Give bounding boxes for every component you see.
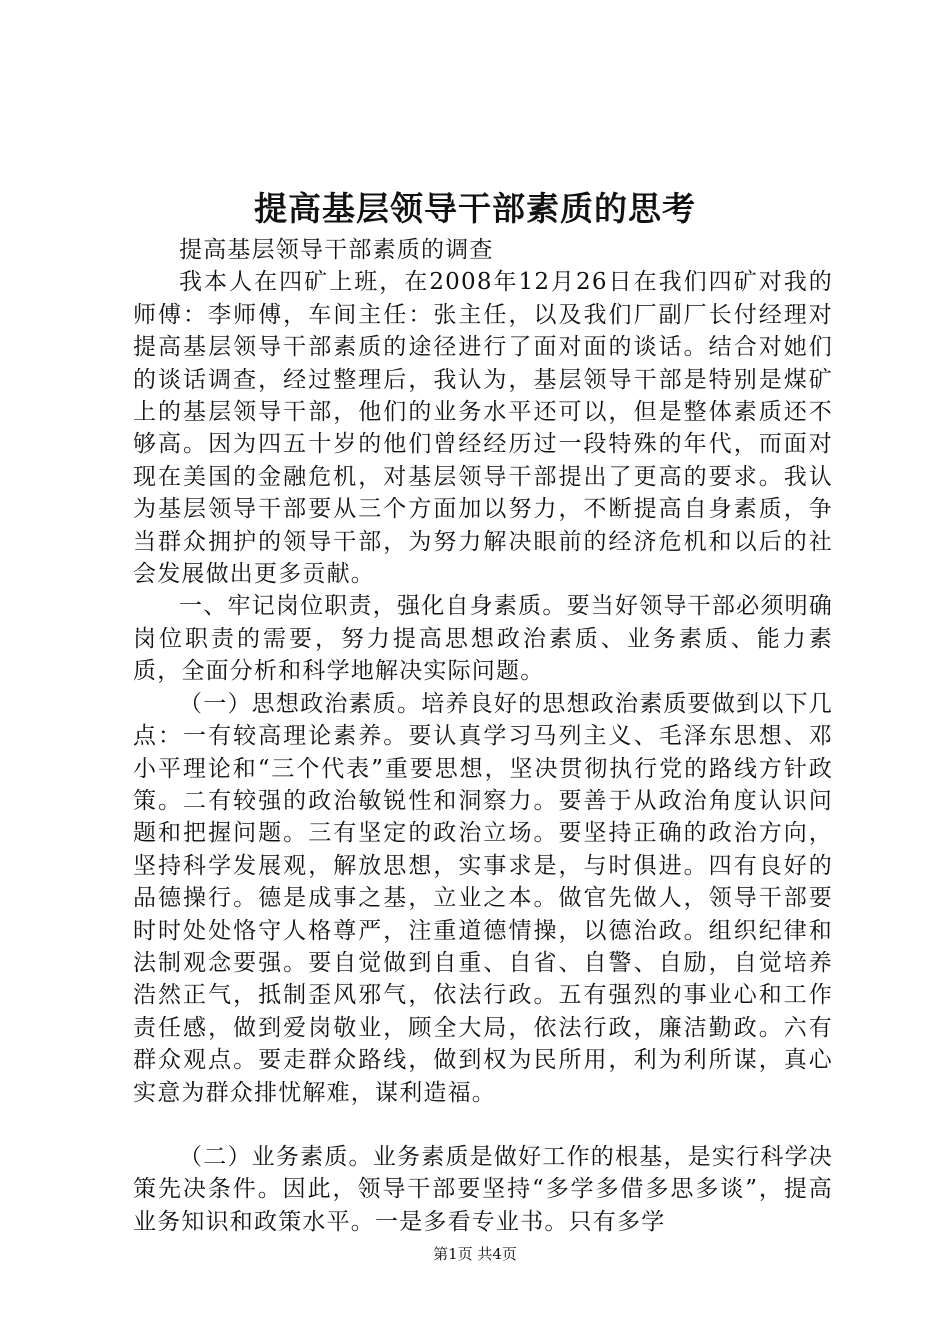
page-number-footer: 第1页 共4页 — [433, 1245, 517, 1263]
section-one-paragraph: 一、牢记岗位职责，强化自身素质。要当好领导干部必须明确岗位职责的需要，努力提高思想政治素质、业务素质、能力素质，全面分析和科学地解决实际问题。 — [133, 593, 833, 685]
political-quality-paragraph: （一）思想政治素质。培养良好的思想政治素质要做到以下几点：一有较高理论素养。要认真学习马列主义、毛泽东思想、邓小平理论和“三个代表”重要思想，坚决贯彻执行党的路线方针政策。二有较强的政治敏锐性和洞察力。要善于从政治角度认识问题和把握问题。三有坚定的政治立场。要坚持正确的政治方向，坚持科学发展观，解放思想，实事求是，与时俱进。四有良好的品德操行。德是成事之基，立业之本。做官先做人，领导干部要时时处处恪守人格尊严，注重道德情操，以德治政。组织纪律和法制观念要强。要自觉做到自重、自省、自警、自励，自觉培养浩然正气，抵制歪风邪气，依法行政。五有强烈的事业心和工作责任感，做到爱岗敬业，顾全大局，依法行政，廉洁勤政。六有群众观点。要走群众路线，做到权为民所用，利为利所谋，真心实意为群众排忧解难，谋利造福。 — [133, 690, 833, 1106]
business-quality-paragraph: （二）业务素质。业务素质是做好工作的根基，是实行科学决策先决条件。因此，领导干部要坚持“多学多借多思多谈”，提高业务知识和政策水平。一是多看专业书。只有多学 — [133, 1143, 833, 1235]
document-title: 提高基层领导干部素质的思考 — [254, 189, 696, 228]
intro-paragraph: 我本人在四矿上班，在2008年12月26日在我们四矿对我的师傅：李师傅，车间主任：张主任，以及我们厂副厂长付经理对提高基层领导干部素质的途径进行了面对面的谈话。结合对她们的谈话调查，经过整理后，我认为，基层领导干部是特别是煤矿上的基层领导干部，他们的业务水平还可以，但是整体素质还不够高。因为四五十岁的他们曾经经历过一段特殊的年代，而面对现在美国的金融危机，对基层领导干部提出了更高的要求。我认为基层领导干部要从三个方面加以努力，不断提高自身素质，争当群众拥护的领导干部，为努力解决眼前的经济危机和以后的社会发展做出更多贡献。 — [133, 269, 833, 588]
document-body — [133, 234, 833, 1238]
subtitle-paragraph: 提高基层领导干部素质的调查 — [179, 237, 494, 263]
